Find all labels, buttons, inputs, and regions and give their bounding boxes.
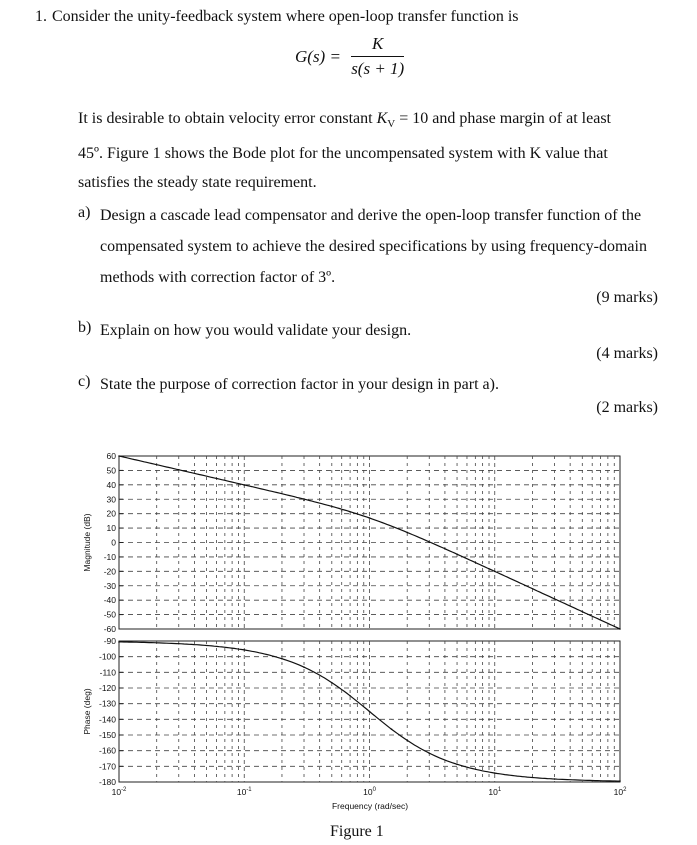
equation-fraction — [351, 32, 404, 81]
phase-point — [118, 641, 120, 643]
equation-numerator: K — [351, 32, 404, 57]
magnitude-ytick-label: -60 — [103, 624, 116, 634]
part-a-text — [100, 200, 658, 293]
part-b-text — [100, 315, 658, 346]
phase-ytick-label: -150 — [98, 730, 116, 740]
magnitude-point — [619, 628, 621, 630]
paragraph-line: 45º. Figure 1 shows the Bode plot for the uncompensated system with K value that — [78, 145, 608, 163]
phase-point — [554, 778, 556, 780]
phase-plot — [82, 636, 621, 787]
part-c-line: State the purpose of correction factor in your design in part a). — [100, 376, 499, 393]
figure-caption: Figure 1 — [330, 823, 384, 840]
magnitude-ytick-label: 60 — [106, 451, 116, 461]
phase-ytick-label: -90 — [103, 636, 116, 646]
phase-point — [456, 763, 458, 765]
phase-ytick-label: -130 — [98, 698, 116, 709]
magnitude-plot — [82, 451, 621, 634]
magnitude-ytick-label: 50 — [106, 465, 116, 476]
phase-point — [349, 695, 351, 697]
phase-point — [303, 666, 305, 668]
part-b-line: Explain on how you would validate your design. — [100, 322, 412, 339]
part-b-marks: (4 marks) — [596, 345, 658, 362]
magnitude-point — [303, 500, 305, 502]
question-number: 1. — [35, 8, 47, 25]
x-tick-label: $10^1$ — [488, 787, 502, 797]
magnitude-point — [178, 469, 180, 471]
transfer-function-equation — [295, 32, 404, 81]
magnitude-point — [456, 553, 458, 555]
phase-point — [619, 780, 621, 782]
magnitude-ytick-label: -10 — [103, 551, 116, 562]
magnitude-ytick-label: -20 — [103, 566, 116, 577]
phase-ytick-label: -180 — [98, 777, 116, 787]
magnitude-point — [369, 517, 371, 519]
phase-point — [391, 728, 393, 730]
x-tick-label: $10^2$ — [613, 787, 627, 797]
part-b-label: b) — [78, 319, 92, 336]
x-axis-label: Frequency (rad/sec) — [331, 801, 409, 811]
magnitude-ytick-label: -40 — [103, 595, 116, 606]
phase-point — [331, 682, 333, 684]
magnitude-ytick-label: 40 — [106, 479, 116, 490]
magnitude-ytick-label: 20 — [106, 508, 116, 519]
equation-lhs: G(s) = — [295, 46, 341, 66]
magnitude-ytick-label: 0 — [111, 537, 116, 548]
phase-ytick-label: -160 — [98, 745, 116, 756]
phase-point — [243, 649, 245, 651]
part-a-line: Design a cascade lead compensator and derive the open-loop transfer function of the — [100, 207, 642, 224]
magnitude-ytick-label: 10 — [106, 523, 116, 534]
magnitude-ytick-label: 30 — [106, 494, 116, 505]
part-c-label: c) — [78, 373, 91, 390]
equation-denominator: s(s + 1) — [351, 59, 405, 78]
phase-point — [178, 643, 180, 645]
x-tick-label: $10^{-1}$ — [236, 787, 252, 797]
bode-plot-figure — [0, 440, 697, 822]
phase-ytick-label: -170 — [98, 761, 116, 772]
part-a-label: a) — [78, 204, 91, 221]
part-c-marks: (2 marks) — [596, 399, 658, 416]
question-paragraph — [78, 104, 658, 197]
part-a-line: compensated system to achieve the desired specifications by using frequency-domain — [100, 238, 647, 255]
phase-ylabel: Phase (deg) — [82, 688, 92, 735]
phase-point — [281, 658, 283, 660]
paragraph-line: It is desirable to obtain velocity error constant $K_V = 10$ and phase margin of at least — [78, 110, 611, 131]
magnitude-point — [406, 532, 408, 534]
magnitude-point — [494, 571, 496, 573]
frequency-axis — [112, 787, 627, 811]
part-a-line: methods with correction factor of 3º. — [100, 269, 336, 286]
magnitude-point — [118, 455, 120, 457]
phase-point — [406, 740, 408, 742]
phase-ytick-label: -120 — [98, 683, 116, 693]
x-tick-label: $10^{-2}$ — [111, 787, 127, 797]
magnitude-point — [428, 542, 430, 544]
phase-ytick-label: -140 — [98, 714, 116, 725]
phase-point — [428, 752, 430, 754]
phase-ytick-label: -110 — [99, 667, 116, 678]
magnitude-ylabel: Magnitude (dB) — [82, 513, 92, 572]
part-a-marks: (9 marks) — [596, 289, 658, 306]
kv-symbol: K — [376, 110, 388, 127]
magnitude-point — [243, 484, 245, 486]
magnitude-ytick-label: -50 — [103, 609, 116, 620]
magnitude-ytick-label: -30 — [103, 580, 116, 591]
phase-point — [369, 711, 371, 713]
magnitude-point — [341, 510, 343, 512]
phase-point — [494, 772, 496, 774]
magnitude-point — [554, 598, 556, 600]
paragraph-line: satisfies the steady state requirement. — [78, 174, 317, 192]
phase-ytick-label: -100 — [98, 651, 116, 662]
question-intro: Consider the unity-feedback system where open-loop transfer function is — [52, 8, 519, 25]
x-tick-label: $10^0$ — [363, 787, 376, 797]
part-c-text — [100, 369, 658, 400]
